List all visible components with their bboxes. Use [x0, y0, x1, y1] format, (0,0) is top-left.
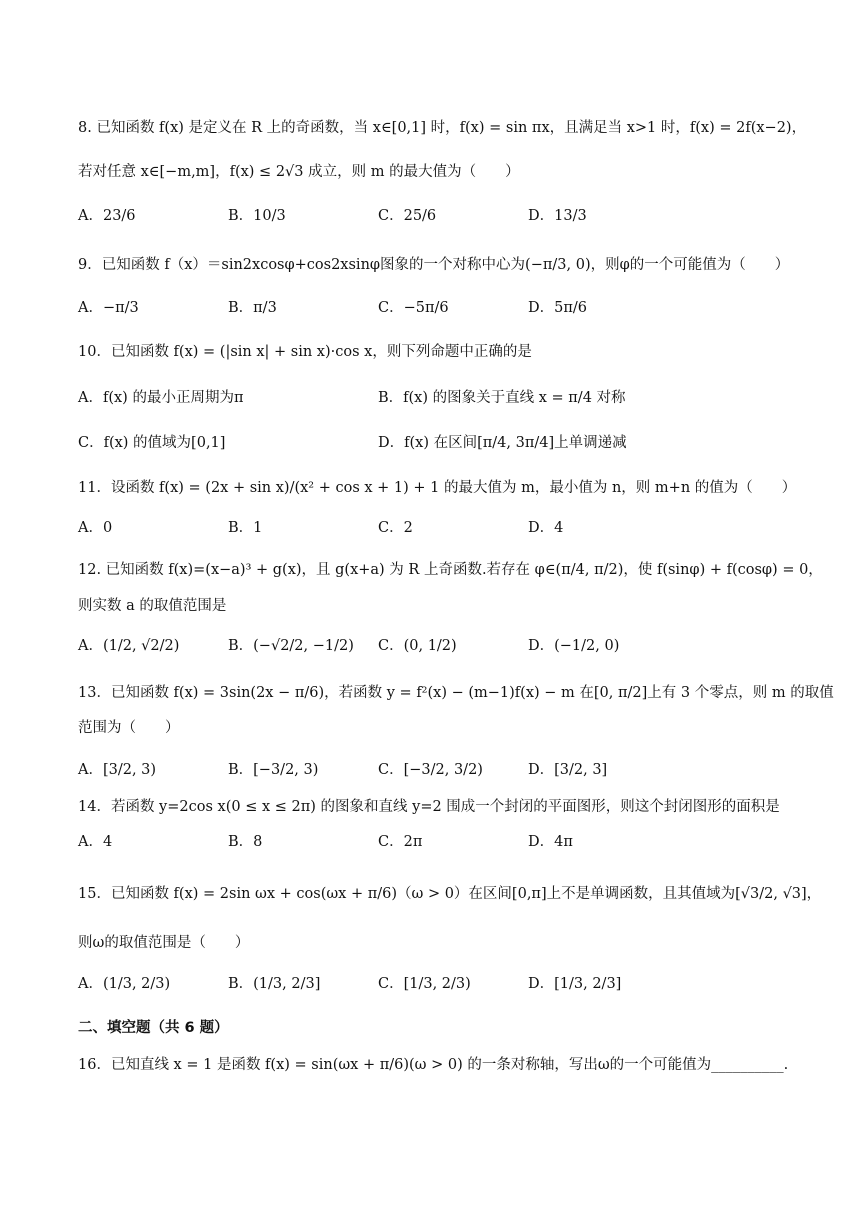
q9-option-b: B．π/3: [228, 300, 277, 316]
q14-option-d: D．4π: [528, 834, 573, 850]
q15-option-c: C．[1/3, 2/3): [378, 976, 471, 992]
question-15-line-2: 则ω的取值范围是（ ）: [78, 935, 250, 951]
q9-option-c: C．−5π/6: [378, 300, 449, 316]
q11-option-a: A．0: [78, 520, 113, 536]
q8-option-a: A．23/6: [78, 208, 136, 224]
question-8-line-2: 若对任意 x∈[−m,m]，f(x) ≤ 2√3 成立，则 m 的最大值为（ ）: [78, 164, 520, 180]
q9-option-a: A．−π/3: [78, 300, 139, 316]
q15-option-b: B．(1/3, 2/3]: [228, 976, 321, 992]
question-13-line-1: 13．已知函数 f(x) = 3sin(2x − π/6)，若函数 y = f²(x) − (m−1)f(x) − m 在[0, π/2]上有 3 个零点，则 m 的取值: [78, 685, 834, 701]
question-15-line-1: 15．已知函数 f(x) = 2sin ωx + cos(ωx + π/6)（ω > 0）在区间[0,π]上不是单调函数，且其值域为[√3/2, √3]，: [78, 886, 822, 902]
q11-option-c: C．2: [378, 520, 413, 536]
q12-option-b: B．(−√2/2, −1/2): [228, 638, 354, 654]
q13-option-b: B．[−3/2, 3): [228, 762, 319, 778]
q12-option-a: A．(1/2, √2/2): [78, 638, 180, 654]
question-14-line-1: 14．若函数 y=2cos x(0 ≤ x ≤ 2π) 的图象和直线 y=2 围成一个封闭的平面图形，则这个封闭图形的面积是: [78, 799, 780, 815]
q13-option-c: C．[−3/2, 3/2): [378, 762, 483, 778]
q10-option-b: B．f(x) 的图象关于直线 x = π/4 对称: [378, 390, 626, 406]
question-11-line-1: 11．设函数 f(x) = (2x + sin x)/(x² + cos x + 1) + 1 的最大值为 m，最小值为 n，则 m+n 的值为（ ）: [78, 480, 797, 496]
q14-option-b: B．8: [228, 834, 263, 850]
q15-option-d: D．[1/3, 2/3]: [528, 976, 622, 992]
question-12-line-2: 则实数 a 的取值范围是: [78, 598, 227, 614]
q12-option-d: D．(−1/2, 0): [528, 638, 620, 654]
q14-option-c: C．2π: [378, 834, 423, 850]
question-16-line-1: 16．已知直线 x = 1 是函数 f(x) = sin(ωx + π/6)(ω > 0) 的一条对称轴，写出ω的一个可能值为__________.: [78, 1057, 789, 1073]
section-heading: 二、填空题（共 6 题）: [78, 1020, 229, 1036]
q8-option-c: C．25/6: [378, 208, 437, 224]
q13-option-a: A．[3/2, 3): [78, 762, 157, 778]
q15-option-a: A．(1/3, 2/3): [78, 976, 171, 992]
question-10-line-1: 10．已知函数 f(x) = (|sin x| + sin x)·cos x，则下列命题中正确的是: [78, 344, 532, 360]
q14-option-a: A．4: [78, 834, 113, 850]
q11-option-d: D．4: [528, 520, 564, 536]
q9-option-d: D．5π/6: [528, 300, 587, 316]
q13-option-d: D．[3/2, 3]: [528, 762, 608, 778]
q10-option-c: C．f(x) 的值域为[0,1]: [78, 435, 226, 451]
q8-option-b: B．10/3: [228, 208, 286, 224]
q11-option-b: B．1: [228, 520, 263, 536]
q10-option-d: D．f(x) 在区间[π/4, 3π/4]上单调递减: [378, 435, 627, 451]
q12-option-c: C．(0, 1/2): [378, 638, 457, 654]
question-8-line-1: 8. 已知函数 f(x) 是定义在 R 上的奇函数，当 x∈[0,1] 时，f(x) = sin πx，且满足当 x>1 时，f(x) = 2f(x−2)，: [78, 120, 807, 136]
q8-option-d: D．13/3: [528, 208, 587, 224]
q10-option-a: A．f(x) 的最小正周期为π: [78, 390, 244, 406]
question-12-line-1: 12. 已知函数 f(x)=(x−a)³ + g(x)，且 g(x+a) 为 R 上奇函数.若存在 φ∈(π/4, π/2)，使 f(sinφ) + f(cosφ) = 0，: [78, 562, 823, 578]
question-9-line-1: 9．已知函数 f（x）＝sin2xcosφ+cos2xsinφ图象的一个对称中心为(−π/3, 0)，则φ的一个可能值为（ ）: [78, 257, 790, 273]
question-13-line-2: 范围为（ ）: [78, 720, 180, 736]
